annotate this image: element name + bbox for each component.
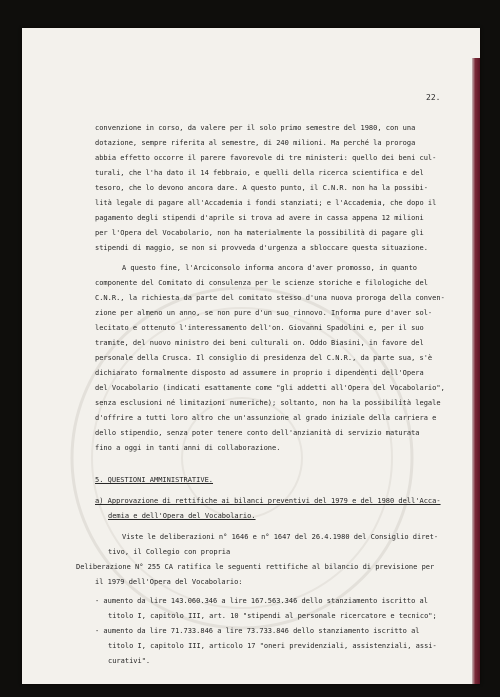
text-line: turali, che l'ha dato il 14 febbraio, e quelli della ricerca scientifica e del: [95, 169, 424, 177]
text-line: A questo fine, l'Arciconsolo informa ancora d'aver promosso, in quanto: [122, 264, 418, 272]
text-line: il 1979 dell'Opera del Vocabolario:: [95, 578, 243, 586]
text-line: fino a oggi in tanti anni di collaborazione.: [95, 444, 281, 452]
subsection-title: a) Approvazione di rettifiche ai bilanci preventivi del 1979 e del 1980 dell'Acca-: [95, 497, 441, 505]
text-line: del Vocabolario (indicati esattamente come "gli addetti all'Opera del Vocabolario",: [95, 384, 445, 392]
list-item: - aumento da lire 71.733.846 a lire 73.733.846 dello stanziamento iscritto al: [95, 627, 420, 635]
text-line: lità legale di pagare all'Accademia i fondi stanziati; e l'Accademia, che dopo il: [95, 199, 437, 207]
text-line: tramite, del nuovo ministro dei beni culturali on. Oddo Biasini, in favore del: [95, 339, 424, 347]
text-line: titolo I, capitolo III, articolo 17 "oneri previdenziali, assistenziali, assi-: [108, 642, 437, 650]
page-number: 22.: [426, 93, 441, 102]
binding-spine: [472, 58, 480, 684]
document-page: [22, 28, 480, 684]
subsection-title: demia e dell'Opera del Vocabolario.: [108, 512, 256, 520]
text-line: dichiarato formalmente disposto ad assumere in proprio i dipendenti dell'Opera: [95, 369, 424, 377]
text-line: senza esclusioni né limitazioni numeriche); soltanto, non ha la possibilità legale: [95, 399, 441, 407]
section-heading: 5. QUESTIONI AMMINISTRATIVE.: [95, 476, 214, 484]
text-line: per l'Opera del Vocabolario, non ha materialmente la possibilità di pagare gli: [95, 229, 424, 237]
text-line: dello stipendio, senza poter tenere conto dell'anzianità di servizio maturata: [95, 429, 420, 437]
text-line: d'offrire a tutti loro altro che un'assunzione al grado iniziale della carriera e: [95, 414, 437, 422]
list-item: - aumento da lire 143.060.346 a lire 167.563.346 dello stanziamento iscritto al: [95, 597, 428, 605]
text-line: Deliberazione N° 255 CA ratifica le seguenti rettifiche al bilancio di previsione per: [76, 563, 435, 571]
text-line: stipendi di maggio, se non si provveda d'urgenza a sbloccare questa situazione.: [95, 244, 428, 252]
text-line: componente del Comitato di consulenza per le scienze storiche e filologiche del: [95, 279, 428, 287]
text-line: tivo, il Collegio con propria: [108, 548, 231, 556]
text-line: curativi".: [108, 657, 151, 665]
text-line: abbia effetto occorre il parere favorevole di tre ministeri: quello dei beni cul-: [95, 154, 437, 162]
text-line: lecitato e ottenuto l'interessamento dell'on. Giovanni Spadolini e, per il suo: [95, 324, 424, 332]
text-line: dotazione, sempre riferita al semestre, di 240 milioni. Ma perché la proroga: [95, 139, 416, 147]
text-line: personale della Crusca. Il consiglio di presidenza del C.N.R., da parte sua, s'è: [95, 354, 433, 362]
text-line: tesoro, che lo devono ancora dare. A questo punto, il C.N.R. non ha la possibi-: [95, 184, 428, 192]
text-line: C.N.R., la richiesta da parte del comitato stesso d'una nuova proroga della conven-: [95, 294, 445, 302]
text-line: titolo I, capitolo III, art. 10 "stipendi al personale ricercatore e tecnico";: [108, 612, 437, 620]
text-line: zione per almeno un anno, se non pure d'un suo rinnovo. Informa pure d'aver sol-: [95, 309, 433, 317]
text-line: convenzione in corso, da valere per il solo primo semestre del 1980, con una: [95, 124, 416, 132]
text-line: pagamento degli stipendi d'aprile si trova ad avere in cassa appena 12 milioni: [95, 214, 424, 222]
text-line: Viste le deliberazioni n° 1646 e n° 1647 del 26.4.1980 del Consiglio diret-: [122, 533, 439, 541]
